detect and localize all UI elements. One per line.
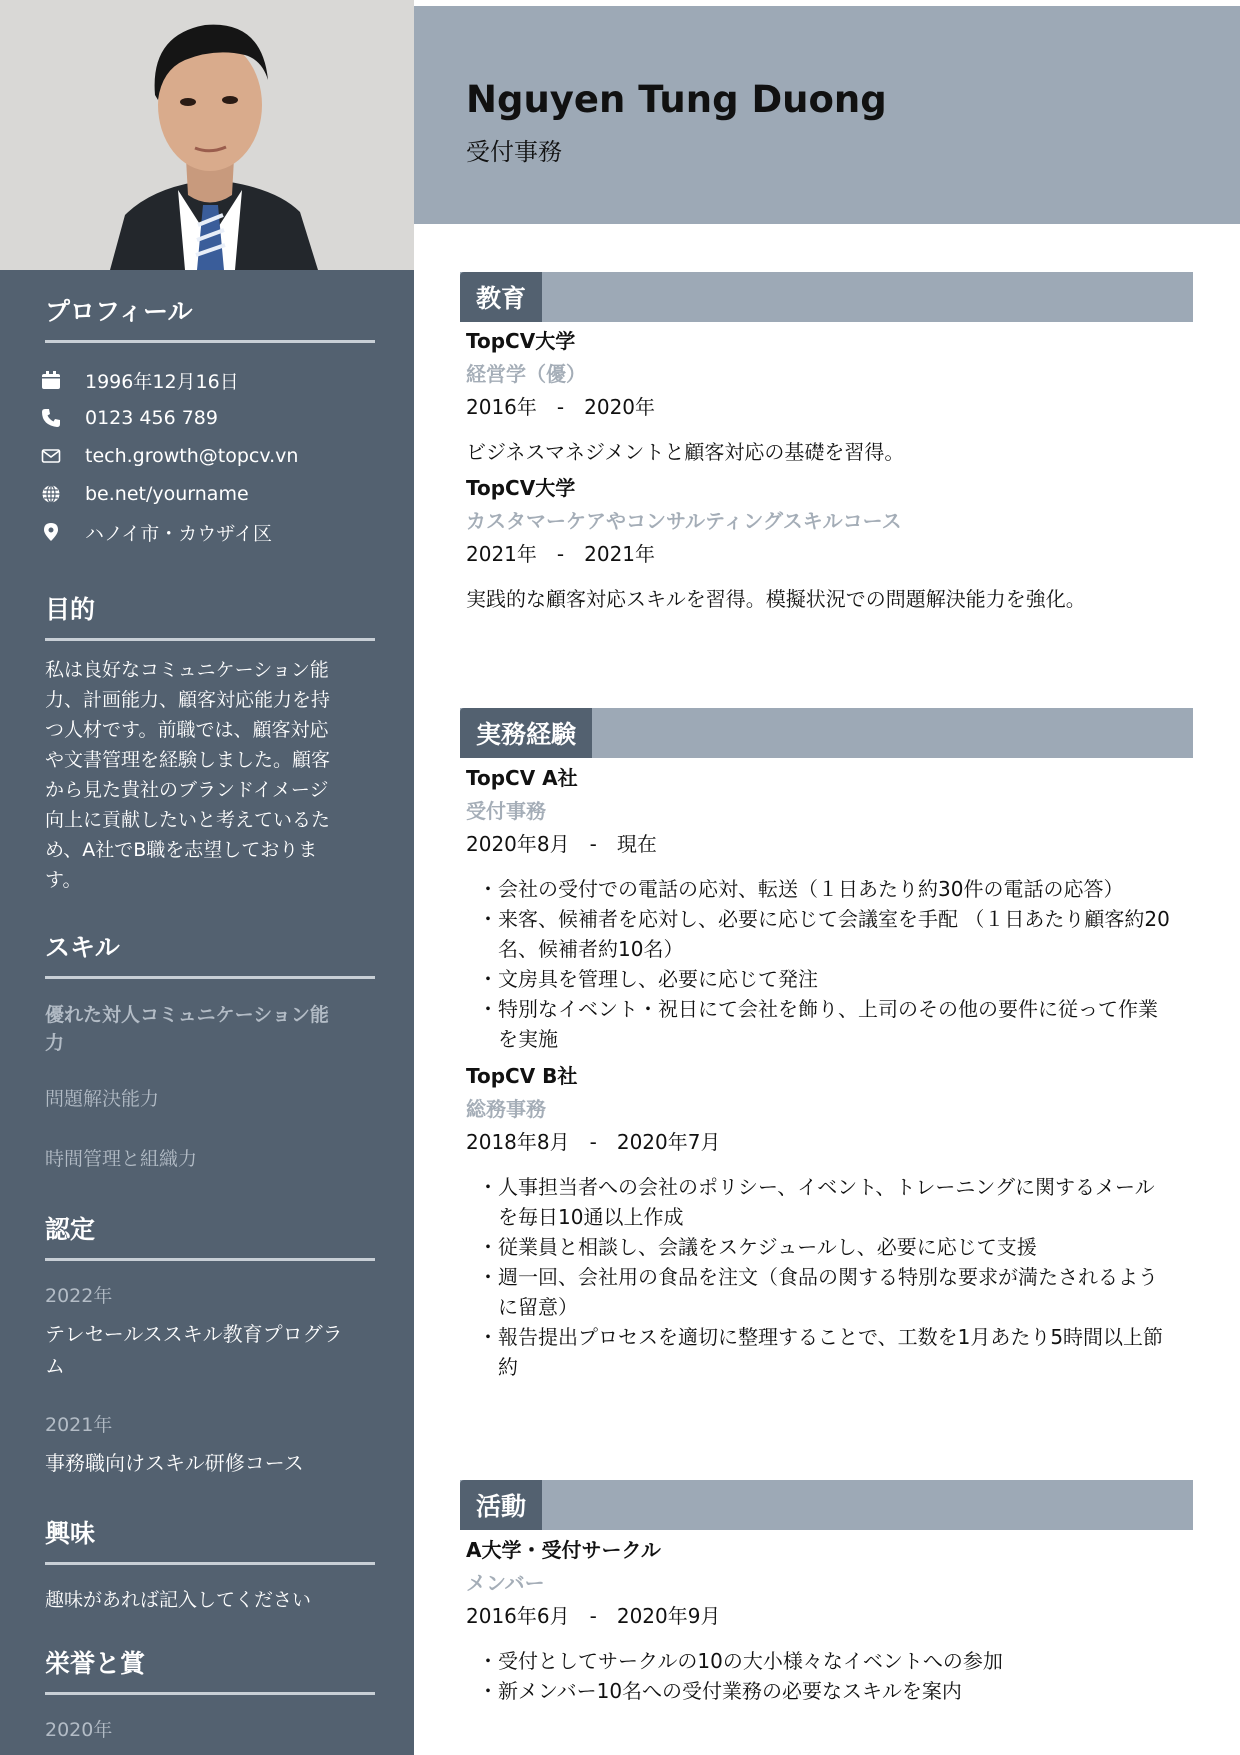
globe-icon [39, 482, 63, 506]
website-link[interactable]: be.net/yourname [85, 483, 249, 505]
education-heading: 教育 [460, 272, 542, 322]
job-title: 受付事務 [466, 138, 562, 166]
phone-icon [39, 406, 63, 430]
list-item: ・ 人事担当者への会社のポリシー、イベント、トレーニングに関するメール を毎日10通以上作成 [484, 1172, 1186, 1232]
phone-text: 0123 456 789 [85, 407, 218, 429]
list-item: ・ 従業員と相談し、会議をスケジュールし、必要に応じて支援 [484, 1232, 1186, 1262]
degree: カスタマーケアやコンサルティングスキルコース [466, 509, 902, 533]
experience-entry [466, 762, 1186, 1054]
resume-header [414, 6, 1240, 224]
activities-heading: 活動 [460, 1480, 542, 1530]
awards-heading: 栄誉と賞 [45, 1644, 375, 1695]
list-item: ・ 新メンバー10名への受付業務の必要なスキルを案内 [484, 1676, 1186, 1706]
responsibilities-list [466, 874, 1186, 1054]
award-year: 2020年 [45, 1719, 113, 1741]
email-row[interactable] [45, 437, 375, 475]
experience-entry [466, 1060, 1186, 1382]
certification-item: 2022年 テレセールススキル教育プログラ ム [45, 1285, 343, 1378]
profile-section [45, 292, 375, 551]
degree: 経営学（優） [466, 362, 586, 386]
company-name: TopCV B社 [466, 1064, 578, 1088]
education-entry [466, 472, 1186, 614]
period: 2020年8月 - 現在 [466, 832, 657, 856]
period: 2016年6月 - 2020年9月 [466, 1604, 721, 1628]
period: 2016年 - 2020年 [466, 395, 656, 419]
list-item: ・ 特別なイベント・祝日にて会社を飾り、上司のその他の要件に従って作業 を実施 [484, 994, 1186, 1054]
birthday-row [45, 361, 375, 399]
list-item: ・ 報告提出プロセスを適切に整理することで、工数を1月あたり5時間以上節 約 [484, 1322, 1186, 1382]
position: 受付事務 [466, 799, 546, 823]
interests-section [45, 1514, 375, 1615]
position: 総務事務 [466, 1097, 546, 1121]
list-item: ・ 受付としてサークルの10の大小様々なイベントへの参加 [484, 1646, 1186, 1676]
email-link[interactable]: tech.growth@topcv.vn [85, 445, 299, 467]
education-entry [466, 325, 1186, 467]
objective-text: 私は良好なコミュニケーション能 力、計画能力、顧客対応能力を持 つ人材です。前職では、顧客対応 や文書管理を経験しました。顧客 から見た貴社のブランドイメージ 向上に貢献したいと考えているた め、A社でB職を志望しておりま す。 [45, 659, 331, 891]
birthday-text: 1996年12月16日 [85, 370, 239, 393]
website-row[interactable] [45, 475, 375, 513]
certifications-section [45, 1210, 375, 1479]
list-item: ・ 週一回、会社用の食品を注文（食品の関する特別な要求が満たされるよう に留意） [484, 1262, 1186, 1322]
activities-section-header [460, 1480, 1193, 1530]
certification-item: 2021年 事務職向けスキル研修コース [45, 1414, 304, 1475]
interests-heading: 興味 [45, 1514, 375, 1565]
objective-heading: 目的 [45, 590, 375, 641]
experience-heading: 実務経験 [460, 708, 592, 758]
description: ビジネスマネジメントと顧客対応の基礎を習得。 [466, 440, 905, 464]
description: 実践的な顧客対応スキルを習得。模擬状況での問題解決能力を強化。 [466, 587, 1086, 611]
skills-section [45, 928, 375, 1173]
skills-heading: スキル [45, 928, 375, 979]
phone-row [45, 399, 375, 437]
organization-name: A大学・受付サークル [466, 1538, 661, 1562]
membership-role: メンバー [466, 1571, 545, 1595]
period: 2021年 - 2021年 [466, 542, 656, 566]
objective-section [45, 590, 375, 895]
activity-entry [466, 1534, 1186, 1706]
period: 2018年8月 - 2020年7月 [466, 1130, 721, 1154]
school-name: TopCV大学 [466, 329, 576, 353]
calendar-icon [39, 368, 63, 392]
skill-item: 問題解決能力 [45, 1088, 160, 1110]
address-text: ハノイ市・カウザイ区 [85, 522, 272, 545]
awards-section [45, 1644, 375, 1742]
experience-section-header [460, 708, 1193, 758]
skill-item: 時間管理と組織力 [45, 1148, 198, 1170]
skill-item: 優れた対人コミュニケーション能 力 [45, 1004, 329, 1054]
address-row [45, 513, 375, 551]
candidate-name: Nguyen Tung Duong [466, 78, 887, 121]
profile-heading: プロフィール [45, 292, 375, 343]
sidebar [0, 0, 414, 1755]
list-item: ・ 来客、候補者を応対し、必要に応じて会議室を手配 （１日あたり顧客約20 名、候補者約10名） [484, 904, 1186, 964]
location-pin-icon [39, 520, 63, 544]
activities-list [466, 1646, 1186, 1706]
list-item: ・ 文房具を管理し、必要に応じて発注 [484, 964, 1186, 994]
school-name: TopCV大学 [466, 476, 576, 500]
certifications-heading: 認定 [45, 1210, 375, 1261]
interests-text: 趣味があれば記入してください [45, 1589, 312, 1611]
education-section-header [460, 272, 1193, 322]
responsibilities-list [466, 1172, 1186, 1382]
company-name: TopCV A社 [466, 766, 578, 790]
list-item: ・ 会社の受付での電話の応対、転送（１日あたり約30件の電話の応答） [484, 874, 1186, 904]
profile-photo [0, 0, 414, 270]
envelope-icon [39, 444, 63, 468]
